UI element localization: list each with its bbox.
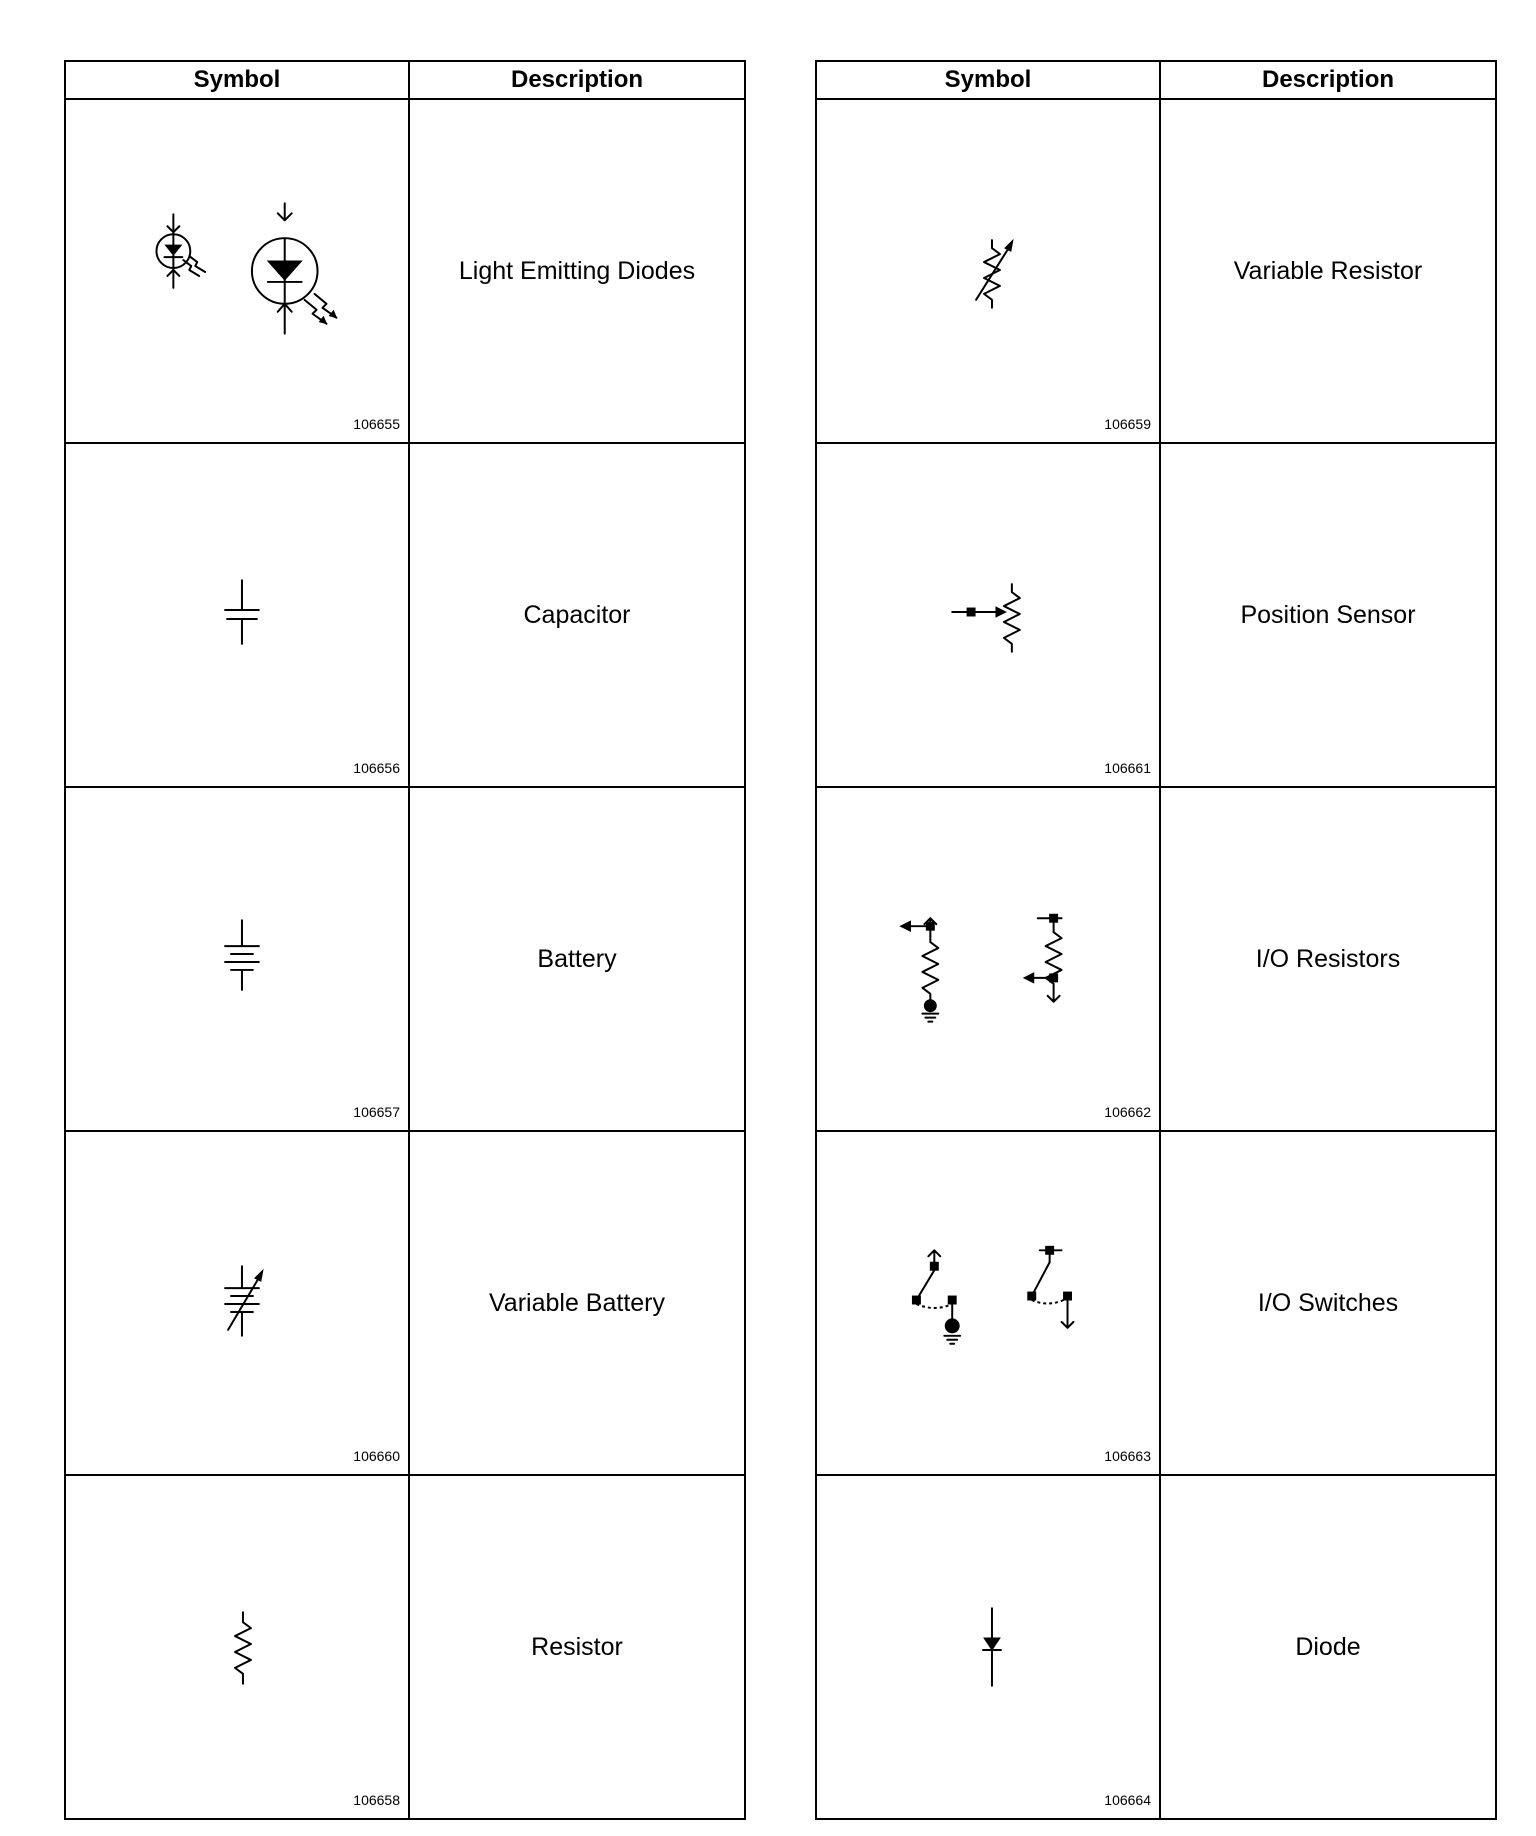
symbol-cell — [816, 1475, 1160, 1819]
symbol-cell — [65, 443, 409, 787]
symbol-cell — [65, 787, 409, 1131]
table-row — [816, 787, 1496, 1131]
table-row — [816, 1475, 1496, 1819]
resistor-icon — [66, 1476, 408, 1818]
figure-code: 106661 — [1104, 760, 1151, 776]
position-sensor-icon — [817, 444, 1159, 786]
description-cell: Variable Battery — [409, 1131, 745, 1475]
variable-resistor-icon — [817, 100, 1159, 442]
description-cell: Variable Resistor — [1160, 99, 1496, 443]
description-cell: I/O Switches — [1160, 1131, 1496, 1475]
figure-code: 106663 — [1104, 1448, 1151, 1464]
figure-code: 106664 — [1104, 1792, 1151, 1808]
table-row — [816, 99, 1496, 443]
figure-code: 106657 — [353, 1104, 400, 1120]
table-row — [65, 787, 745, 1131]
table-row — [65, 99, 745, 443]
symbol-cell — [816, 443, 1160, 787]
description-cell: Resistor — [409, 1475, 745, 1819]
description-cell: I/O Resistors — [1160, 787, 1496, 1131]
figure-code: 106662 — [1104, 1104, 1151, 1120]
symbol-header: Symbol — [816, 61, 1160, 99]
header-row — [65, 61, 745, 99]
symbol-cell — [816, 99, 1160, 443]
description-header: Description — [1160, 61, 1496, 99]
io-switches-icon — [817, 1132, 1159, 1474]
capacitor-icon — [66, 444, 408, 786]
variable-battery-icon — [66, 1132, 408, 1474]
battery-icon — [66, 788, 408, 1130]
symbol-header: Symbol — [65, 61, 409, 99]
table-row — [816, 1131, 1496, 1475]
table-row — [65, 1131, 745, 1475]
header-row — [816, 61, 1496, 99]
symbol-cell — [816, 787, 1160, 1131]
table-row — [65, 443, 745, 787]
symbol-cell — [65, 1475, 409, 1819]
symbol-cell — [65, 1131, 409, 1475]
figure-code: 106656 — [353, 760, 400, 776]
description-cell: Position Sensor — [1160, 443, 1496, 787]
table-row — [816, 443, 1496, 787]
left-symbol-table — [64, 60, 746, 1820]
figure-code: 106660 — [353, 1448, 400, 1464]
diode-icon — [817, 1476, 1159, 1818]
figure-code: 106659 — [1104, 416, 1151, 432]
io-resistors-icon — [817, 788, 1159, 1130]
description-cell: Capacitor — [409, 443, 745, 787]
description-cell: Diode — [1160, 1475, 1496, 1819]
description-cell: Light Emitting Diodes — [409, 99, 745, 443]
symbol-cell — [816, 1131, 1160, 1475]
description-cell: Battery — [409, 787, 745, 1131]
right-symbol-table — [815, 60, 1497, 1820]
symbol-cell — [65, 99, 409, 443]
table-row — [65, 1475, 745, 1819]
figure-code: 106658 — [353, 1792, 400, 1808]
led-icon — [66, 100, 408, 442]
description-header: Description — [409, 61, 745, 99]
figure-code: 106655 — [353, 416, 400, 432]
